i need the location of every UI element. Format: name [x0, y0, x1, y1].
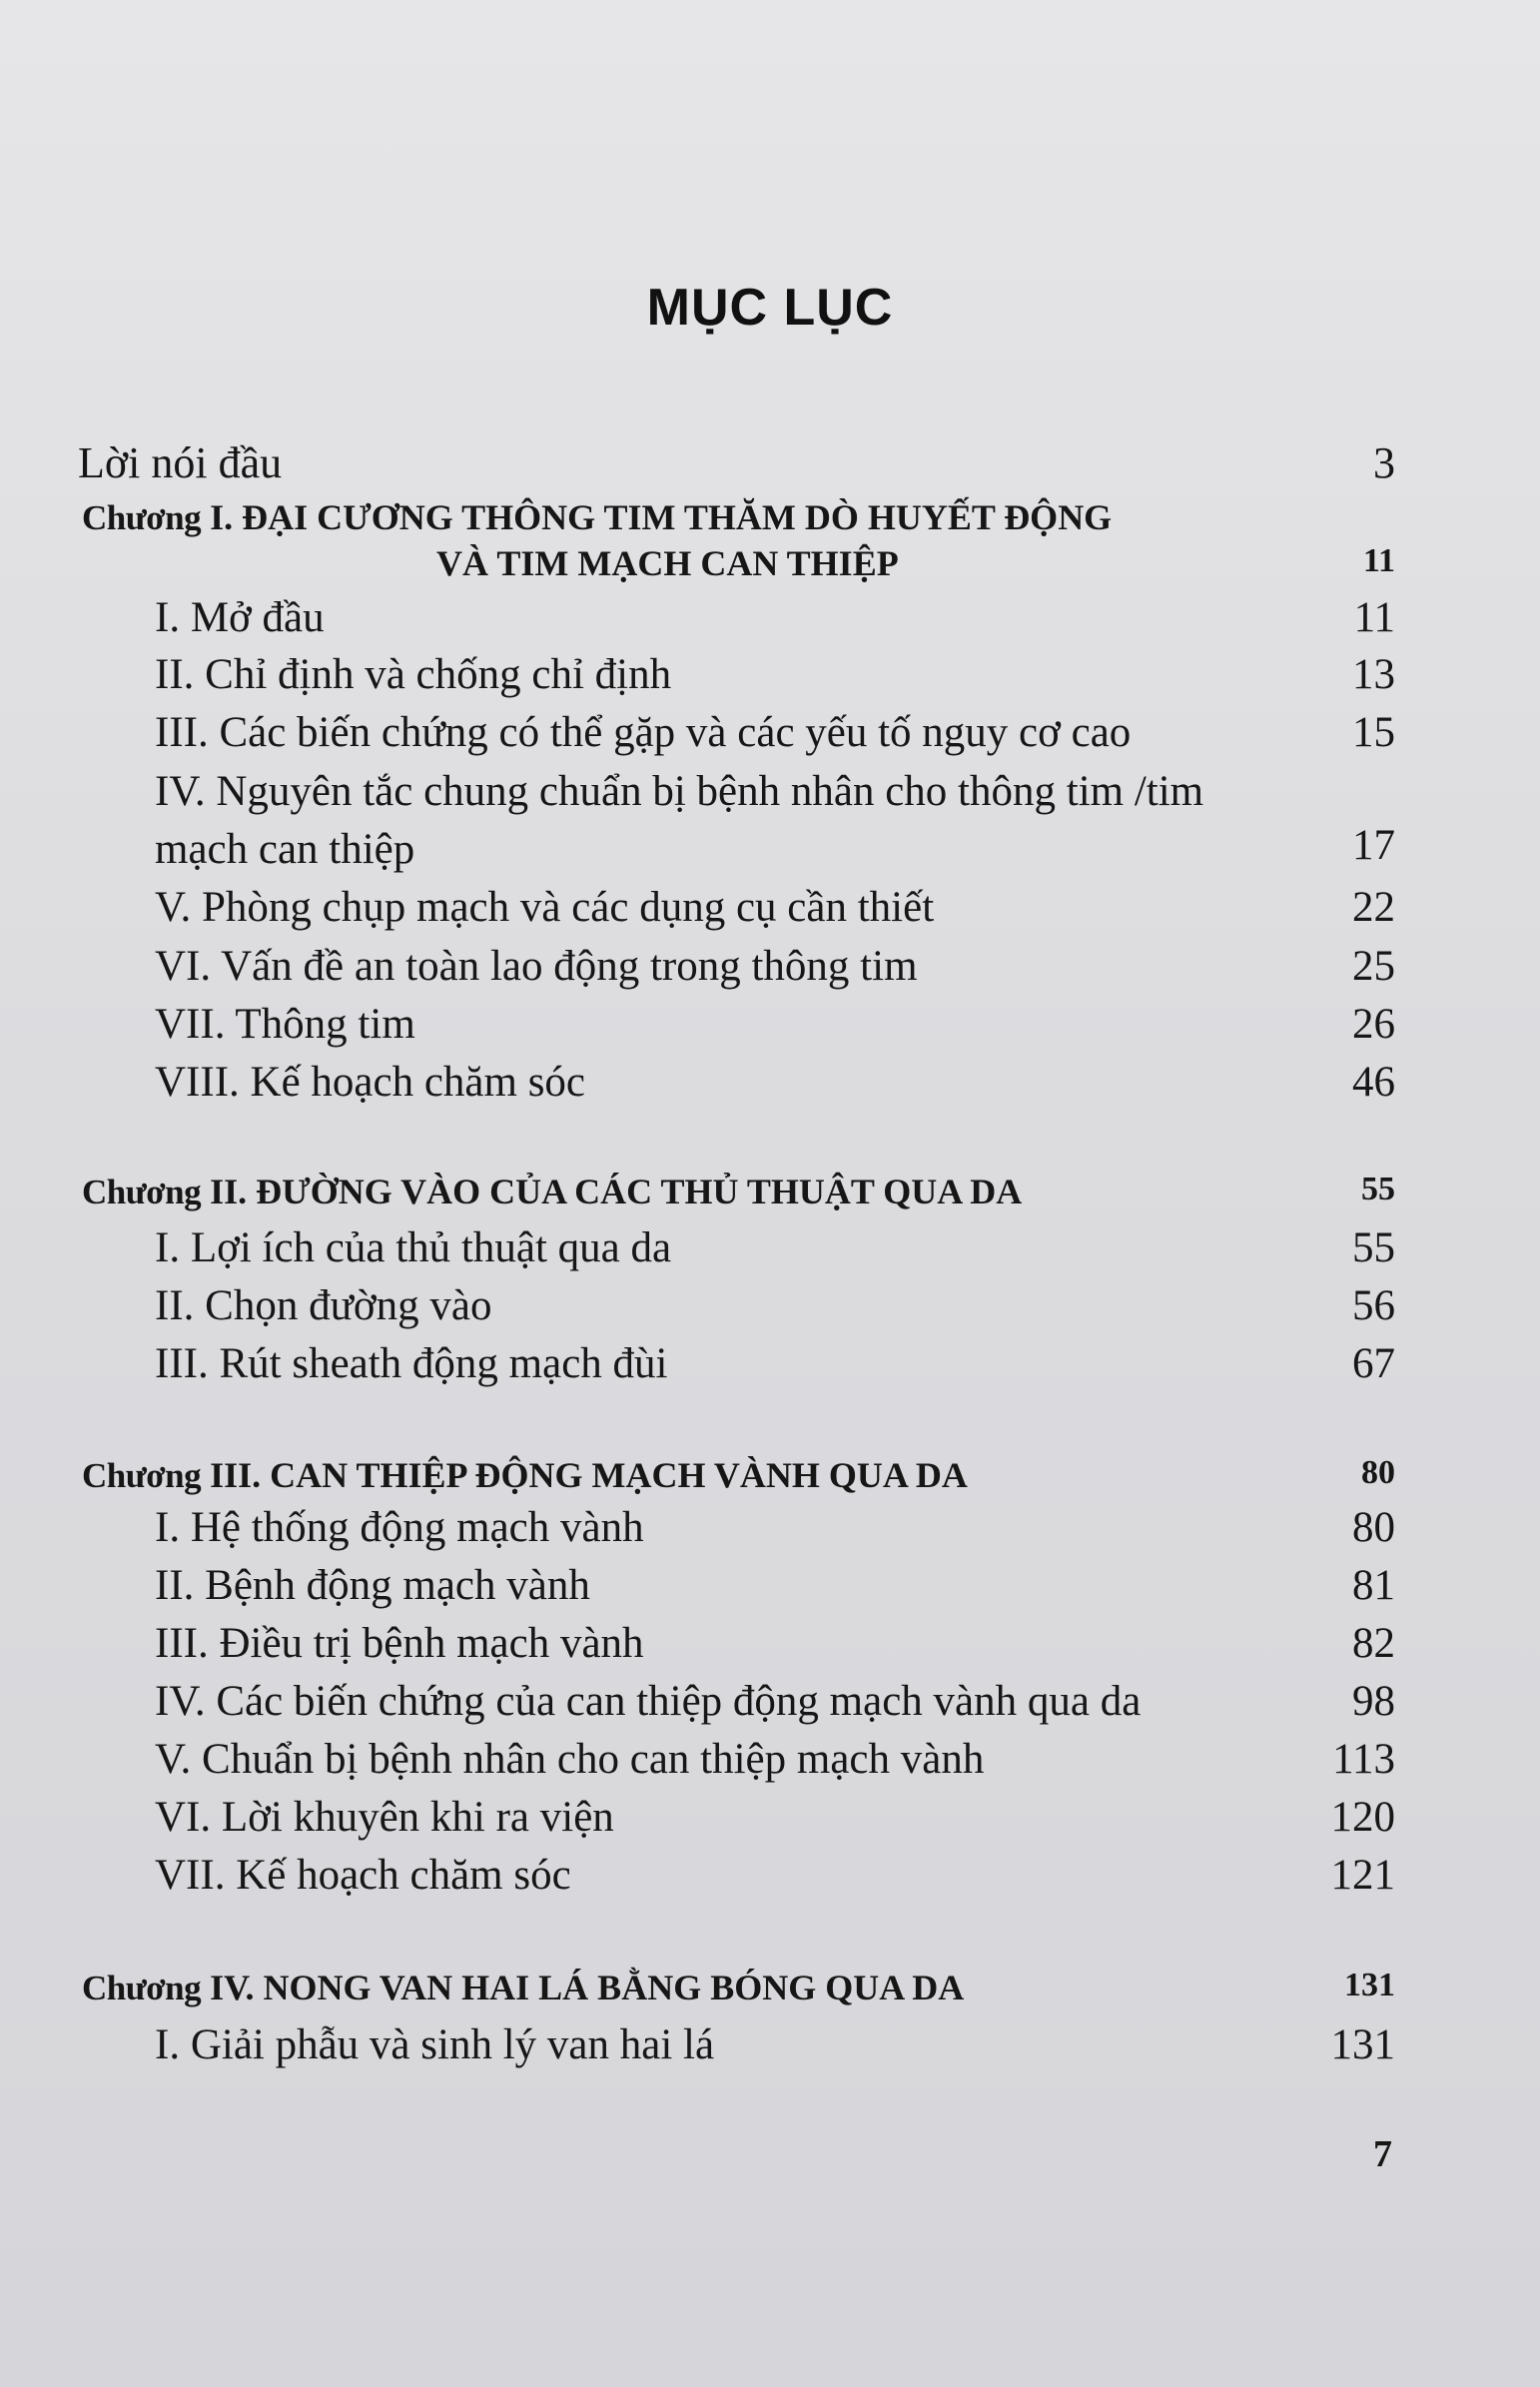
- toc-item-label: VIII. Kế hoạch chăm sóc: [155, 1059, 586, 1106]
- chapter-heading: [82, 1967, 964, 2008]
- toc-item-page: 22: [1352, 884, 1395, 931]
- toc-item-label: I. Hệ thống động mạch vành: [155, 1504, 644, 1551]
- toc-item-label: III. Rút sheath động mạch đùi: [155, 1340, 668, 1387]
- toc-item[interactable]: [0, 1339, 1540, 1399]
- toc-entry-preface[interactable]: [0, 437, 1540, 497]
- toc-item[interactable]: [0, 1503, 1540, 1563]
- toc-item[interactable]: [0, 767, 1540, 827]
- toc-item-label: I. Mở đầu: [155, 594, 325, 641]
- toc-item[interactable]: [0, 883, 1540, 943]
- toc-item-page: 25: [1352, 943, 1395, 990]
- toc-item-label: I. Giải phẫu và sinh lý van hai lá: [155, 2021, 715, 2068]
- toc-item-page: 131: [1330, 2021, 1395, 2068]
- chapter-title: II. ĐƯỜNG VÀO CỦA CÁC THỦ THUẬT QUA DA: [210, 1172, 1023, 1211]
- toc-item[interactable]: [0, 708, 1540, 768]
- toc-item-label: IV. Các biến chứng của can thiệp động mạch vành qua da: [155, 1678, 1142, 1725]
- toc-item[interactable]: [0, 1058, 1540, 1118]
- toc-item[interactable]: [0, 1793, 1540, 1853]
- toc-item[interactable]: [0, 1851, 1540, 1911]
- chapter-page: 131: [1344, 1967, 1395, 2003]
- toc-item-label: VII. Kế hoạch chăm sóc: [155, 1852, 571, 1899]
- toc-item-page: 46: [1352, 1059, 1395, 1106]
- toc-item-label: IV. Nguyên tắc chung chuẩn bị bệnh nhân cho thông tim /tim: [155, 768, 1204, 815]
- toc-item-label: II. Chọn đường vào: [155, 1282, 492, 1329]
- toc-item-page: 26: [1352, 1001, 1395, 1048]
- toc-item-page: 56: [1352, 1282, 1395, 1329]
- toc-item[interactable]: [0, 1619, 1540, 1679]
- toc-chapter-2[interactable]: [0, 1171, 1540, 1230]
- toc-item-label: II. Chỉ định và chống chỉ định: [155, 651, 672, 698]
- toc-item-label: V. Phòng chụp mạch và các dụng cụ cần thiết: [155, 884, 935, 931]
- chapter-prefix: Chương: [82, 1456, 202, 1495]
- chapter-page: 11: [1362, 542, 1395, 579]
- page-title: MỤC LỤC: [646, 279, 894, 337]
- chapter-prefix: Chương: [82, 1173, 202, 1211]
- toc-item[interactable]: [0, 1223, 1540, 1283]
- toc-item-continuation: [0, 825, 1540, 885]
- toc-item-page: 80: [1352, 1504, 1395, 1551]
- toc-item-page: 17: [1352, 822, 1395, 869]
- toc-item-page: 55: [1352, 1224, 1395, 1271]
- chapter-prefix: Chương: [82, 498, 202, 537]
- toc-item[interactable]: [0, 942, 1540, 1002]
- toc-item-page: 11: [1353, 594, 1395, 641]
- toc-item-label: VI. Lời khuyên khi ra viện: [155, 1794, 614, 1841]
- toc-item[interactable]: [0, 1000, 1540, 1060]
- toc-item-page: 81: [1352, 1562, 1395, 1609]
- toc-item[interactable]: [0, 1281, 1540, 1341]
- chapter-page: 80: [1361, 1454, 1395, 1491]
- toc-chapter-4[interactable]: [0, 1967, 1540, 2026]
- toc-item[interactable]: [0, 1735, 1540, 1795]
- chapter-title-line2: VÀ TIM MẠCH CAN THIỆP: [436, 543, 899, 583]
- toc-item-page: 120: [1330, 1794, 1395, 1841]
- toc-item[interactable]: [0, 650, 1540, 710]
- toc-entry-label: Lời nói đầu: [78, 438, 283, 487]
- toc-item-label: VI. Vấn đề an toàn lao động trong thông tim: [155, 943, 918, 990]
- toc-item-page: 121: [1330, 1852, 1395, 1899]
- toc-item-label: VII. Thông tim: [155, 1001, 415, 1048]
- toc-item[interactable]: [0, 1677, 1540, 1737]
- toc-item[interactable]: [0, 1561, 1540, 1621]
- toc-item-page: 13: [1352, 651, 1395, 698]
- toc-item-label: III. Các biến chứng có thể gặp và các yếu tố nguy cơ cao: [155, 709, 1132, 756]
- toc-item-label: II. Bệnh động mạch vành: [155, 1562, 590, 1609]
- toc-item[interactable]: [0, 2020, 1540, 2080]
- chapter-title: IV. NONG VAN HAI LÁ BẰNG BÓNG QUA DA: [210, 1968, 965, 2007]
- toc-item-page: 82: [1352, 1620, 1395, 1667]
- toc-item-label: III. Điều trị bệnh mạch vành: [155, 1620, 644, 1667]
- toc-entry-page: 3: [1373, 438, 1395, 487]
- toc-item-page: 67: [1352, 1340, 1395, 1387]
- chapter-title: I. ĐẠI CƯƠNG THÔNG TIM THĂM DÒ HUYẾT ĐỘNG: [210, 497, 1113, 537]
- toc-item-label: V. Chuẩn bị bệnh nhân cho can thiệp mạch vành: [155, 1736, 985, 1783]
- toc-item-label: I. Lợi ích của thủ thuật qua da: [155, 1224, 672, 1271]
- chapter-title: III. CAN THIỆP ĐỘNG MẠCH VÀNH QUA DA: [210, 1455, 968, 1495]
- toc-item-label-line2: mạch can thiệp: [155, 826, 415, 873]
- chapter-heading: [82, 1171, 1022, 1212]
- chapter-prefix: Chương: [82, 1969, 202, 2007]
- chapter-heading: [82, 496, 1112, 538]
- toc-item-page: 113: [1332, 1736, 1395, 1783]
- chapter-heading: [82, 1454, 968, 1496]
- toc-item-page: 98: [1352, 1678, 1395, 1725]
- page-number: 7: [1373, 2133, 1392, 2175]
- toc-item-page: 15: [1352, 709, 1395, 756]
- toc-item[interactable]: [0, 593, 1540, 653]
- chapter-page: 55: [1361, 1171, 1395, 1207]
